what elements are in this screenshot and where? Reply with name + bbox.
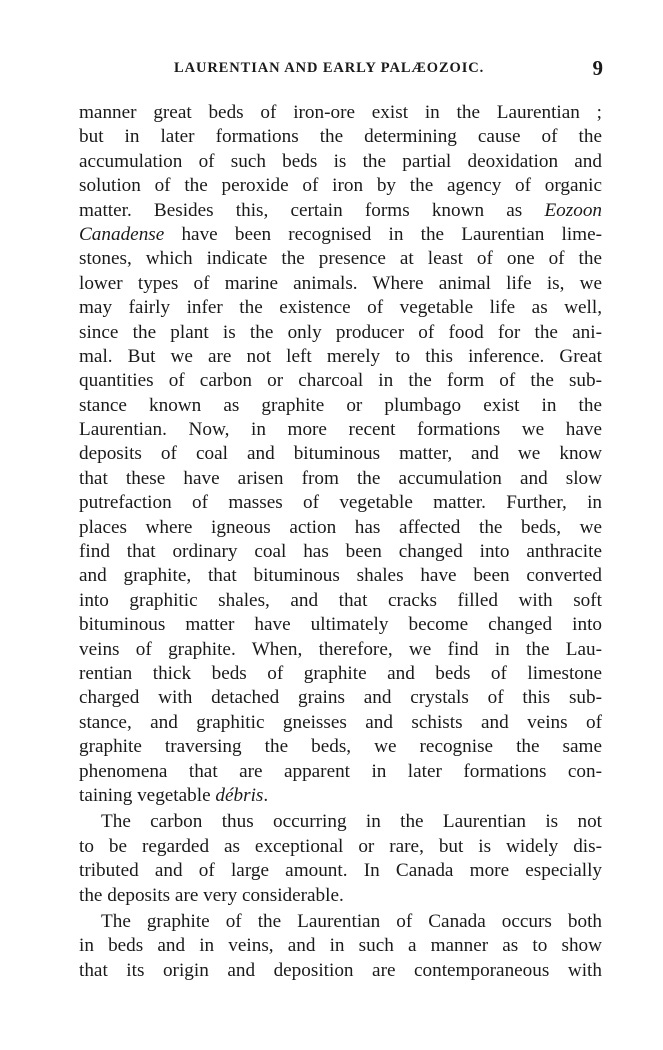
text-line: quantities of carbon or charcoal in the form of the sub- (79, 370, 602, 392)
text-line: may fairly infer the existence of vegetable life as well, (79, 297, 602, 319)
text-line: and graphite, that bituminous shales have been converted (79, 565, 602, 587)
text-line: but in later formations the determining cause of the (79, 126, 602, 148)
text-line: stance known as graphite or plumbago exist in the (79, 394, 602, 416)
text-line: matter. Besides this, certain forms known as Eozoon (79, 199, 602, 221)
text-line: in beds and in veins, and in such a manner as to show (79, 935, 602, 957)
text-line: that these have arisen from the accumulation and slow (79, 467, 602, 489)
text-line: taining vegetable débris. (79, 784, 269, 806)
text-line: stones, which indicate the presence at least of one of the (79, 248, 602, 270)
text-line: the deposits are very considerable. (79, 884, 344, 906)
text-line: that its origin and deposition are contemporaneous with (79, 959, 602, 981)
text-line: accumulation of such beds is the partial deoxidation and (79, 150, 602, 172)
text-line: The carbon thus occurring in the Laurentian is not (101, 811, 602, 833)
text-line: putrefaction of masses of vegetable matter. Further, in (79, 492, 602, 514)
text-line: manner great beds of iron-ore exist in the Laurentian ; (79, 102, 602, 123)
running-head (80, 56, 603, 86)
text-line: deposits of coal and bituminous matter, and we know (79, 443, 602, 465)
text-line: rentian thick beds of graphite and beds of limestone (79, 662, 602, 684)
paragraph (79, 810, 602, 908)
text-line: places where igneous action has affected the beds, we (79, 516, 602, 538)
text-line: Canadense have been recognised in the Laurentian lime- (79, 223, 602, 245)
text-line: phenomena that are apparent in later formations con- (79, 760, 602, 782)
text-line: mal. But we are not left merely to this inference. Great (79, 345, 602, 367)
paragraph (79, 910, 602, 983)
italic-term: Canadense (79, 223, 165, 245)
page-number: 9 (592, 56, 603, 80)
text-line: into graphitic shales, and that cracks filled with soft (79, 589, 602, 611)
text-line: charged with detached grains and crystals of this sub- (79, 687, 602, 709)
text-line: tributed and of large amount. In Canada more especially (79, 860, 602, 882)
text-line: lower types of marine animals. Where animal life is, we (79, 272, 602, 294)
italic-term: Eozoon (544, 199, 602, 221)
text-line: find that ordinary coal has been changed into anthracite (79, 541, 602, 563)
paragraph (79, 101, 602, 808)
text-line: solution of the peroxide of iron by the agency of organic (79, 175, 602, 197)
text-line: bituminous matter have ultimately become changed into (79, 614, 602, 636)
italic-term: débris (215, 784, 264, 806)
text-line: since the plant is the only producer of food for the ani- (79, 321, 602, 343)
text-line: to be regarded as exceptional or rare, but is widely dis- (79, 835, 602, 857)
text-line: Laurentian. Now, in more recent formations we have (79, 419, 602, 441)
text-line: veins of graphite. When, therefore, we find in the Lau- (79, 638, 602, 660)
text-line: graphite traversing the beds, we recognise the same (79, 736, 602, 758)
text-line: The graphite of the Laurentian of Canada occurs both (101, 910, 602, 932)
text-line: stance, and graphitic gneisses and schists and veins of (79, 711, 602, 733)
body-text (79, 101, 602, 983)
running-title: LAURENTIAN AND EARLY PALÆOZOIC. (174, 60, 485, 76)
